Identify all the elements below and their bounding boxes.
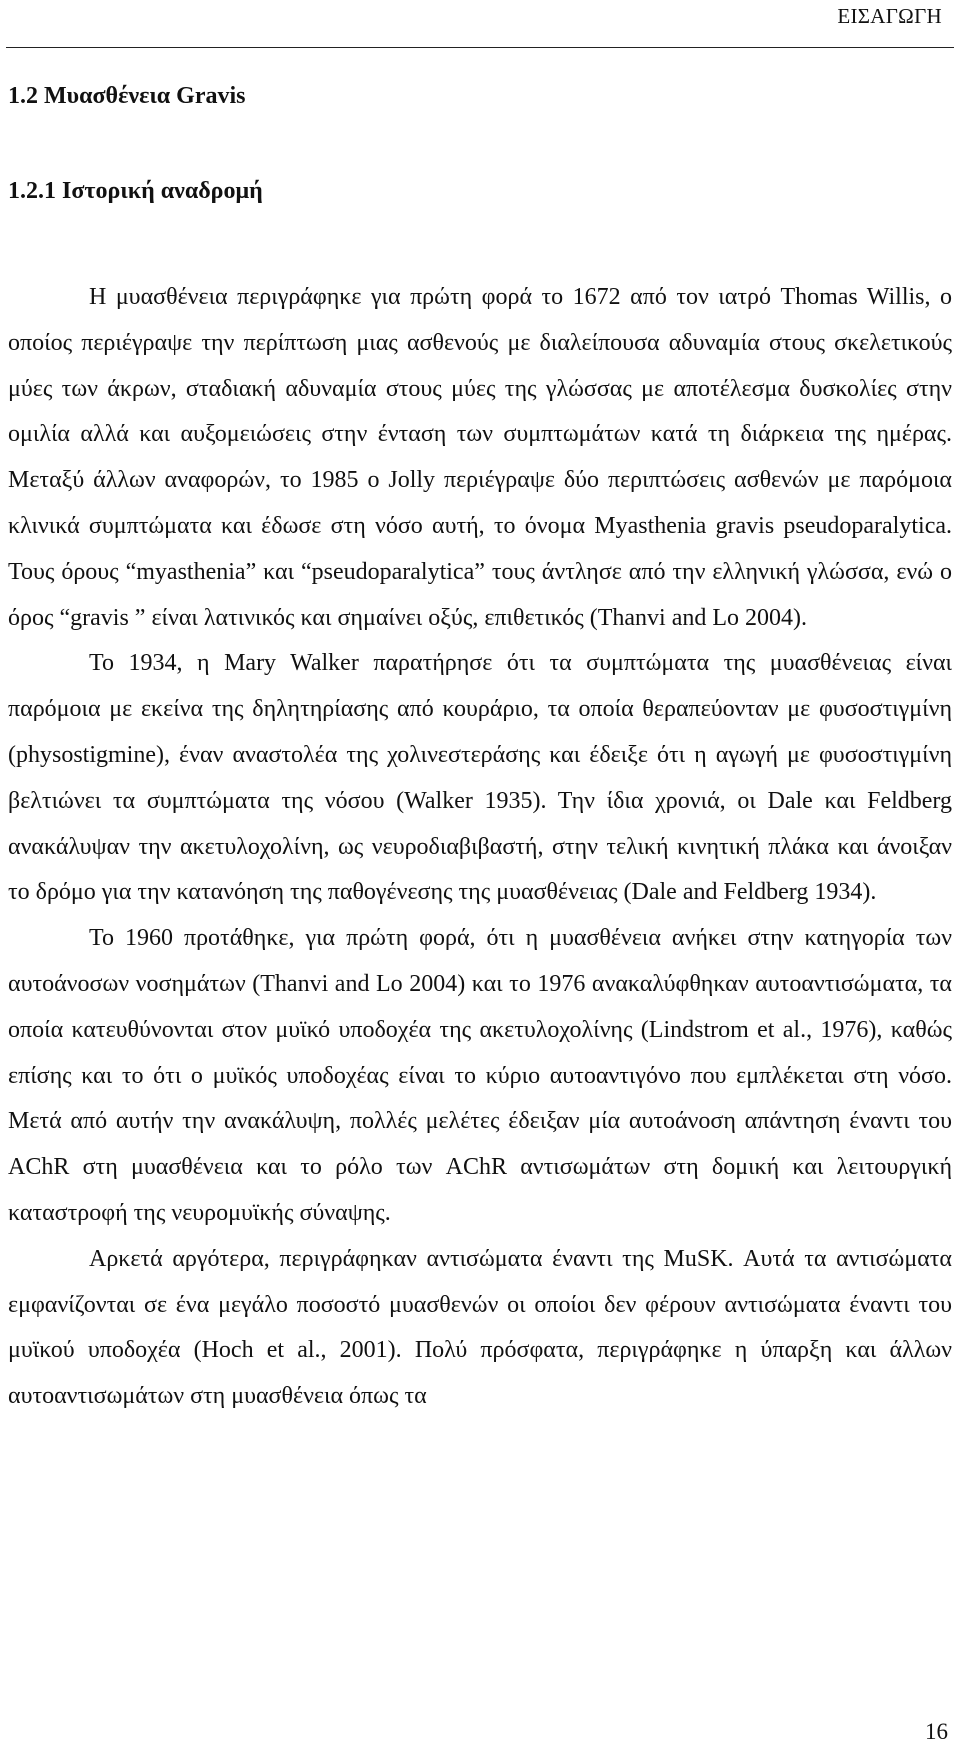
page-number: 16 <box>925 1719 948 1744</box>
paragraph-walker-1934: Το 1934, η Mary Walker παρατήρησε ότι τα συμπτώματα της μυασθένειας είναι παρόμοια με εκείνα της δηλητηρίασης από κουράριο, τα οποία θεραπεύονταν με φυσοστιγμίνη (physostigmine), έναν αναστολέα της χολινεστεράσης και έδειξε ότι η αγωγή με φυσοστιγμίνη βελτιώνει τα συμπτώματα της νόσου (Walker 1935). Την ίδια χρονιά, οι Dale και Feldberg ανακάλυψαν την ακετυλοχολίνη, ως νευροδιαβιβαστή, στην τελική κινητική πλάκα και άνοιξαν το δρόμο για την κατανόηση της παθογένεσης της μυασθένειας (Dale and Feldberg 1934). <box>8 650 952 906</box>
running-header-title: ΕΙΣΑΓΩΓΗ <box>837 4 942 28</box>
paragraph-musk-antibodies: Αρκετά αργότερα, περιγράφηκαν αντισώματα έναντι της MuSK. Αυτά τα αντισώματα εμφανίζονται σε ένα μεγάλο ποσοστό μυασθενών οι οποίοι δεν φέρουν αντισώματα έναντι του μυϊκού υποδοχέα (Hoch et al., 2001). Πολύ πρόσφατα, περιγράφηκε η ύπαρξη και άλλων αυτοαντισωμάτων στη μυασθένεια όπως τα <box>8 1245 952 1410</box>
body-text <box>8 275 952 1420</box>
subsection-heading: 1.2.1 Ιστορική αναδρομή <box>8 178 263 204</box>
paragraph-history-intro: Η μυασθένεια περιγράφηκε για πρώτη φορά το 1672 από τον ιατρό Thomas Willis, ο οποίος περιέγραψε την περίπτωση μιας ασθενούς με διαλείπουσα αδυναμία στους σκελετικούς μύες των άκρων, σταδιακή αδυναμία στους μύες της γλώσσας με αποτέλεσμα δυσκολίες στην ομιλία αλλά και αυξομειώσεις στην ένταση των συμπτωμάτων κατά τη διάρκεια της ημέρας. Μεταξύ άλλων αναφορών, το 1985 ο Jolly περιέγραψε δύο περιπτώσεις ασθενών με παρόμοια κλινικά συμπτώματα και έδωσε στη νόσο αυτή, το όνομα Myasthenia gravis pseudoparalytica. Τους όρους “myasthenia” και “pseudoparalytica” τους άντλησε από την ελληνική γλώσσα, ενώ ο όρος “gravis ” είναι λατινικός και σημαίνει οξύς, επιθετικός (Thanvi and Lo 2004). <box>8 284 952 631</box>
section-heading: 1.2 Μυασθένεια Gravis <box>8 83 246 109</box>
paragraph-autoimmune-1960: Το 1960 προτάθηκε, για πρώτη φορά, ότι η μυασθένεια ανήκει στην κατηγορία των αυτοάνοσων νοσημάτων (Thanvi and Lo 2004) και το 1976 ανακαλύφθηκαν αυτοαντισώματα, τα οποία κατευθύνονται στον μυϊκό υποδοχέα της ακετυλοχολίνης (Lindstrom et al., 1976), καθώς επίσης και το ότι ο μυϊκός υποδοχέας είναι το κύριο αυτοαντιγόνο που εμπλέκεται στη νόσο. Μετά από αυτήν την ανακάλυψη, πολλές μελέτες έδειξαν μία αυτοάνοση απάντηση έναντι του AChR στη μυασθένεια και το ρόλο των AChR αντισωμάτων στη δομική και λειτουργική καταστροφή της νευρομυϊκής σύναψης. <box>8 925 952 1226</box>
header-divider <box>6 47 954 48</box>
